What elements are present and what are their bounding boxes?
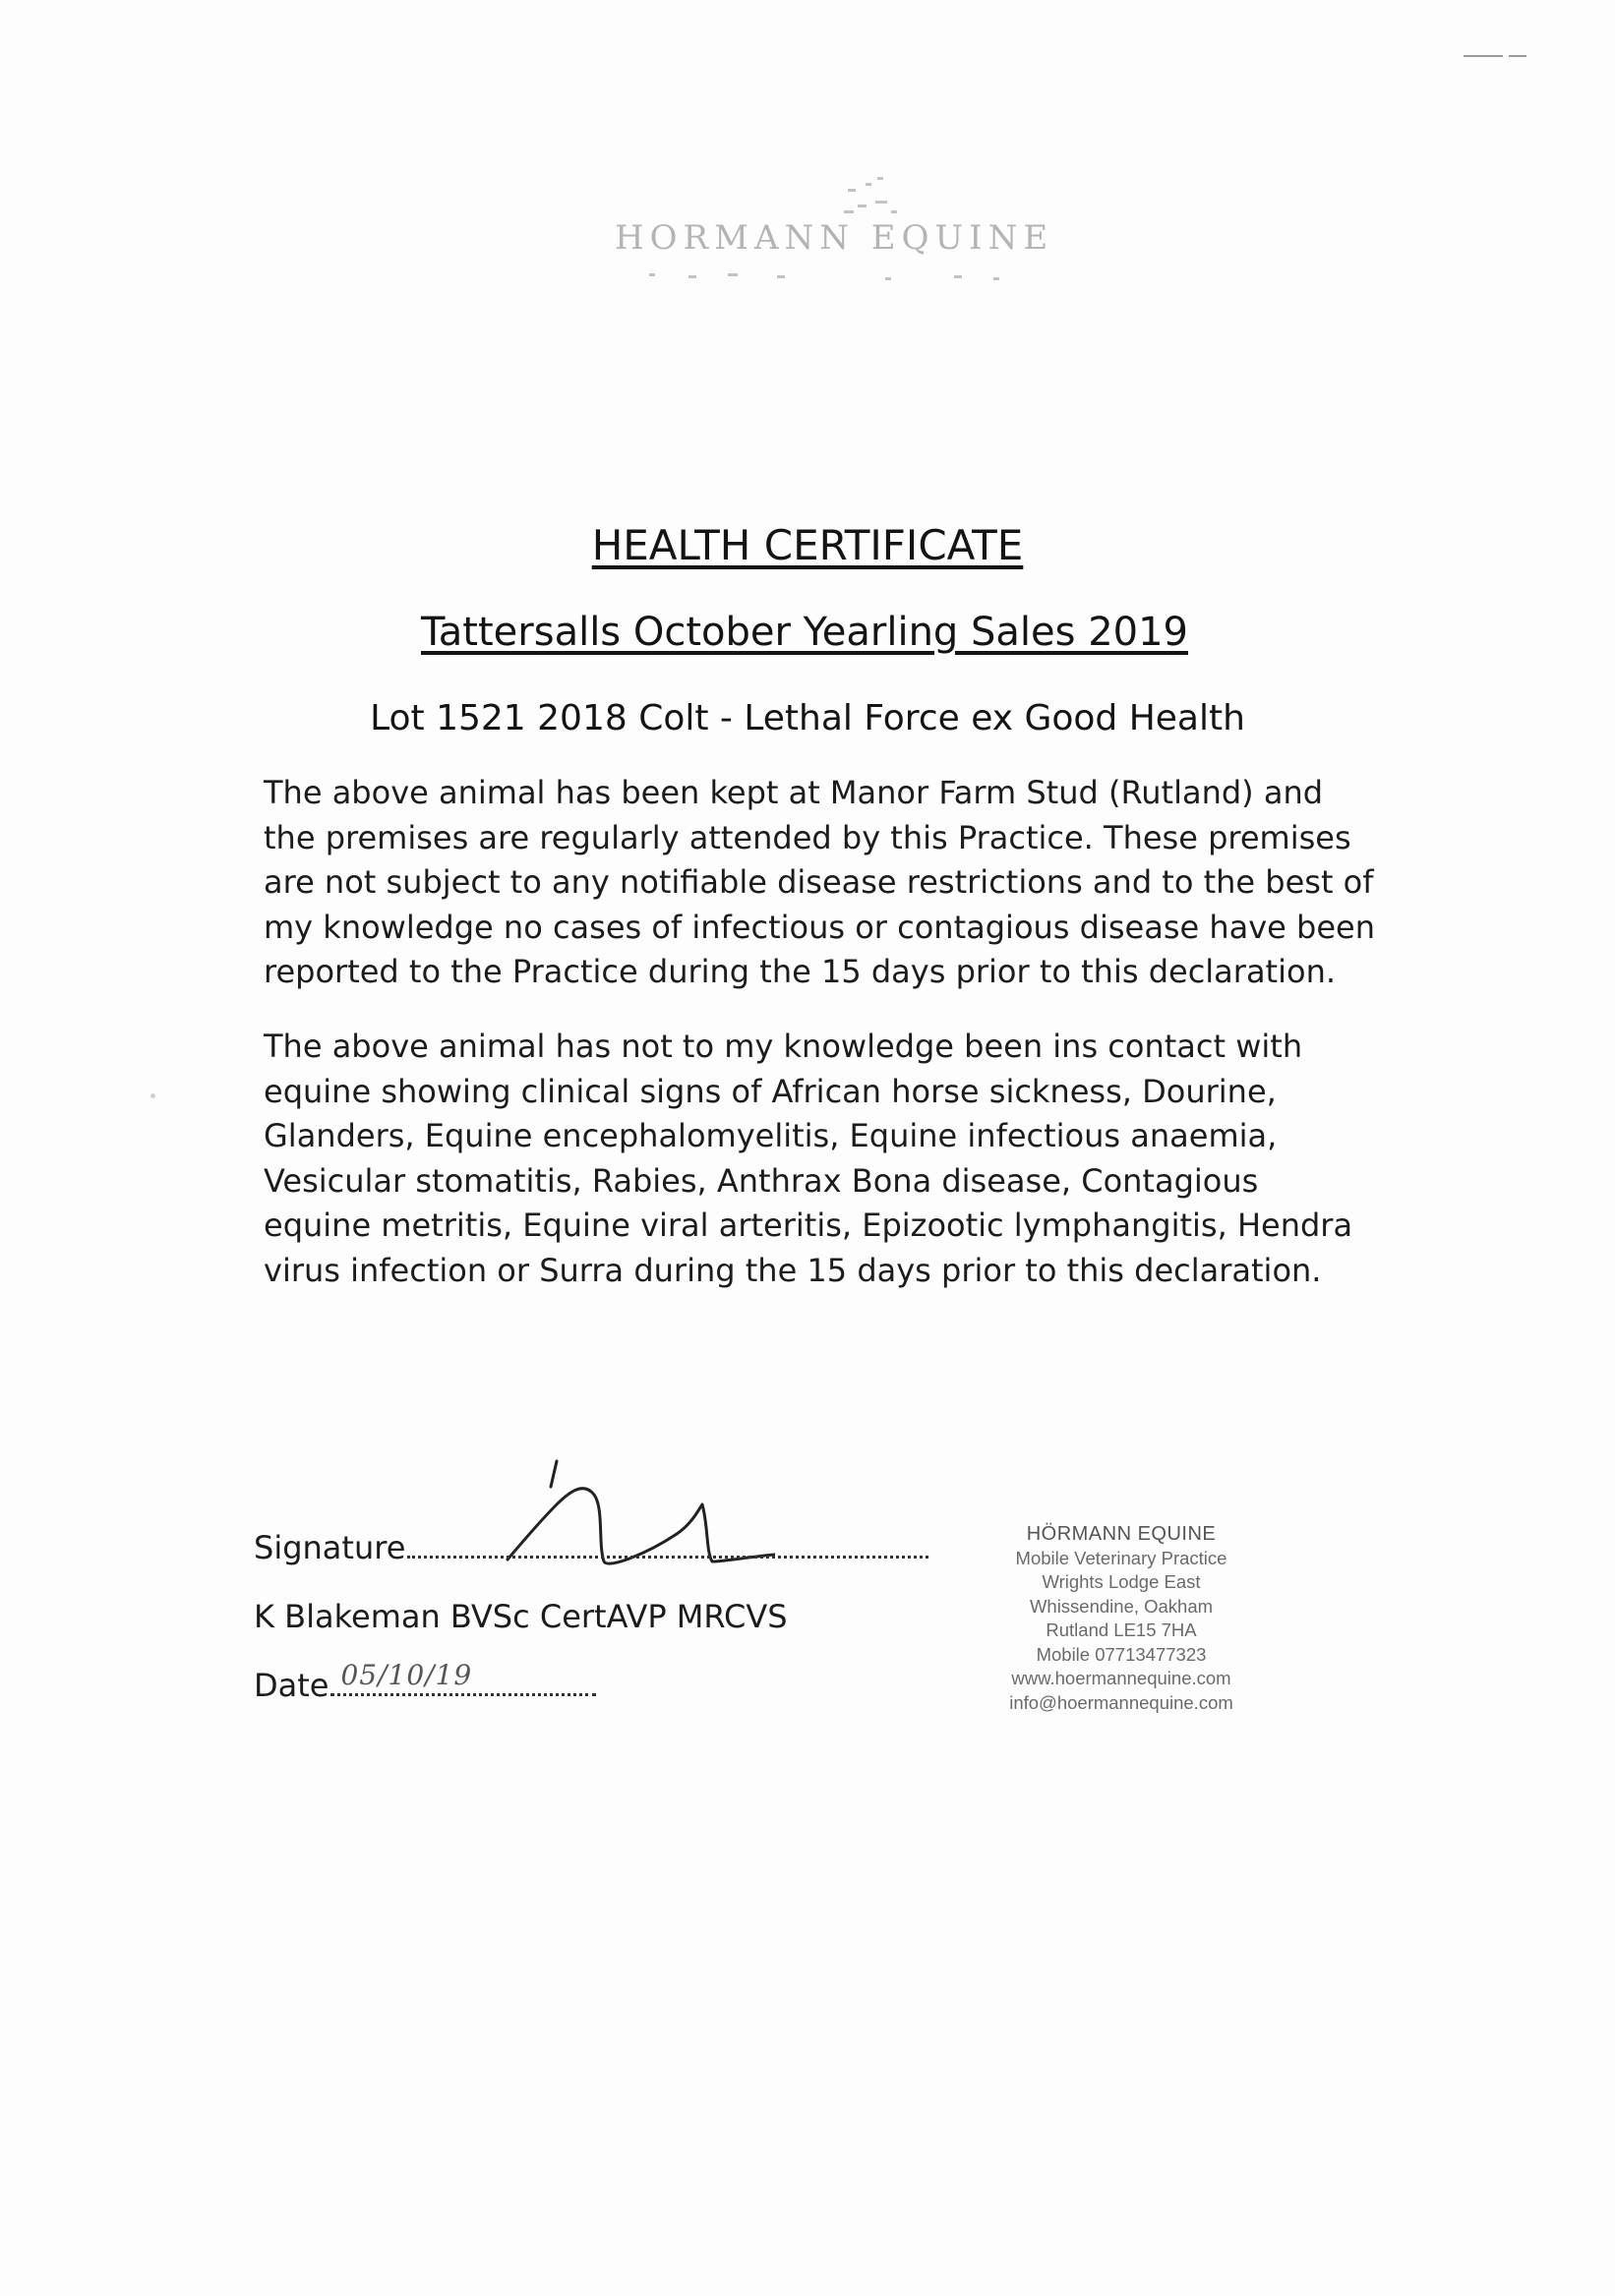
sale-subtitle: Tattersalls October Yearling Sales 2019 [420, 610, 1189, 655]
date-dotted-line [330, 1659, 596, 1696]
date-label: Date [254, 1667, 329, 1704]
declaration-paragraph-diseases: The above animal has not to my knowledge been ins contact with equine showing clinical signs of African horse sickness, Dourine, Glanders, Equine encephalomyelitis, Equine infectious anaemia, Vesicular stomatitis, Rabies, Anthrax Bona disease, Contagious equine metritis, Equine viral arteritis, Epizootic lymphangitis, Hendra virus infection or Surra during the 15 days prior to this declaration. [264, 1028, 1353, 1289]
certificate-title: HEALTH CERTIFICATE [591, 521, 1024, 569]
stamp-line: Whissendine, Oakham [1029, 1595, 1214, 1617]
stamp-line: Mobile 07713477323 [1036, 1643, 1207, 1665]
signature-block [254, 1436, 1001, 1731]
signatory-name: K Blakeman BVSc CertAVP MRCVS [254, 1598, 788, 1635]
date-line [254, 1659, 596, 1704]
scan-corner-mark [1464, 55, 1532, 59]
stamp-line: HÖRMANN EQUINE [1026, 1523, 1217, 1545]
signature-label: Signature [254, 1529, 406, 1566]
lot-description: Lot 1521 2018 Colt - Lethal Force ex Good Health [370, 698, 1245, 738]
logo-text: HORMANN EQUINE [615, 218, 1054, 258]
declaration-paragraph-premises: The above animal has been kept at Manor Farm Stud (Rutland) and the premises are regularly attended by this Practice. These premises are not subject to any notifiable disease restrictions and to the best of my knowledge no cases of infectious or contagious disease have been reported to the Practice during the 15 days prior to this declaration. [264, 774, 1375, 990]
date-value: 05/10/19 [340, 1659, 473, 1691]
signature-dotted-line [407, 1532, 928, 1559]
practice-logo [590, 157, 1054, 305]
stamp-line: Rutland LE15 7HA [1046, 1619, 1197, 1640]
stamp-line: Wrights Lodge East [1042, 1571, 1201, 1592]
stamp-line: Mobile Veterinary Practice [1015, 1547, 1227, 1568]
scan-speck [150, 1093, 155, 1098]
signature-line [254, 1529, 928, 1566]
stamp-line: www.hoermannequine.com [1011, 1668, 1231, 1688]
practice-stamp [974, 1522, 1269, 1715]
stamp-line: info@hoermannequine.com [1009, 1691, 1233, 1713]
